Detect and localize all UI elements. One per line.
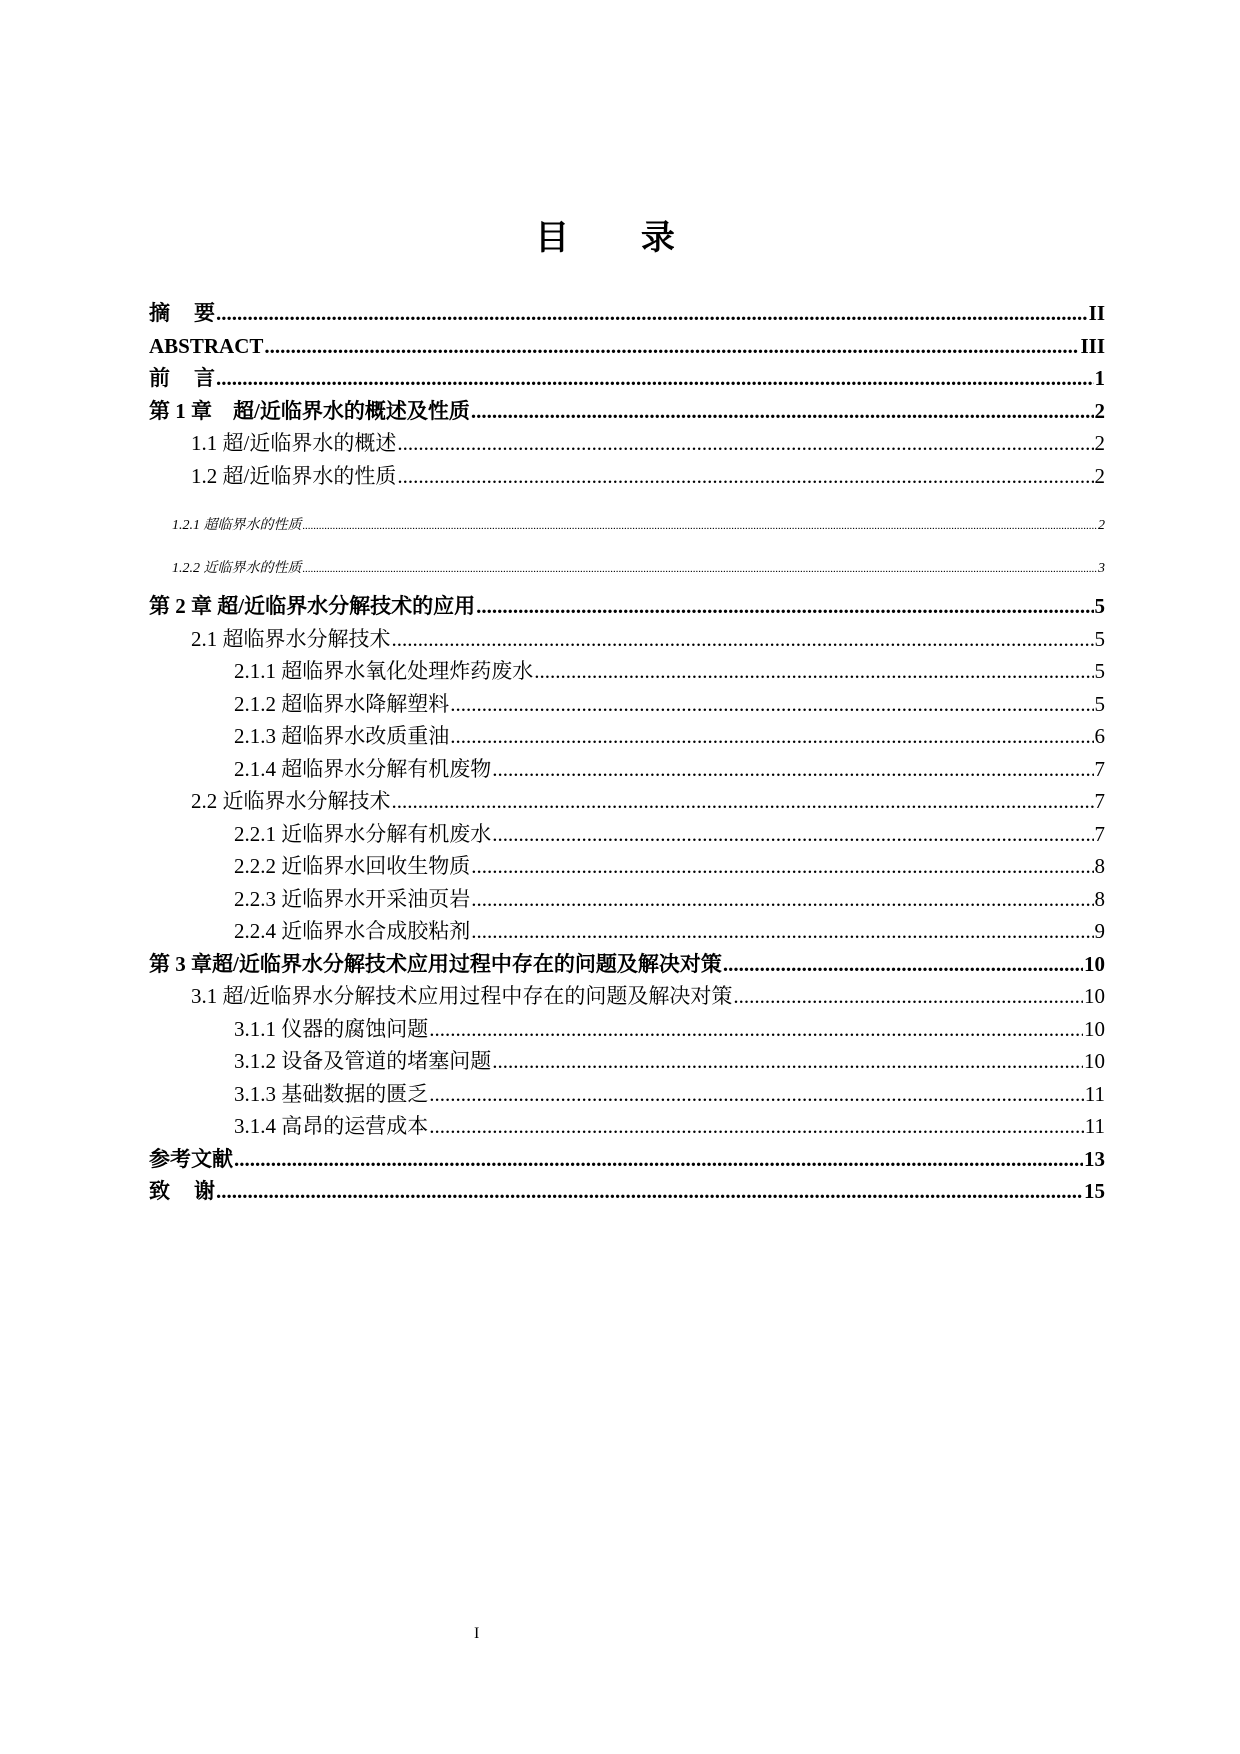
dot-leader bbox=[471, 915, 1093, 948]
toc-entry-page: 7 bbox=[1094, 756, 1105, 781]
toc-entry[interactable] bbox=[149, 948, 1105, 981]
dot-leader bbox=[450, 720, 1093, 753]
toc-entry-label: 1.2.2 近临界水的性质 bbox=[172, 561, 302, 576]
dot-leader bbox=[450, 688, 1093, 721]
toc-entry[interactable] bbox=[149, 623, 1105, 656]
toc-entry[interactable] bbox=[149, 547, 1105, 590]
toc-entry-page: 5 bbox=[1094, 691, 1105, 716]
dot-leader bbox=[392, 623, 1094, 656]
toc-entry[interactable] bbox=[149, 395, 1105, 428]
toc-entry-label: 2.1 超临界水分解技术 bbox=[191, 626, 391, 651]
toc-entry-page: 8 bbox=[1094, 886, 1105, 911]
toc-entry[interactable] bbox=[149, 330, 1105, 363]
toc-entry-page: 10 bbox=[1084, 951, 1105, 976]
dot-leader bbox=[397, 460, 1093, 493]
toc-entry[interactable] bbox=[149, 785, 1105, 818]
toc-entry[interactable] bbox=[149, 297, 1105, 330]
toc-entry-label: 第 1 章 超/近临界水的概述及性质 bbox=[149, 398, 470, 423]
toc-entry-label: 2.2.4 近临界水合成胶粘剂 bbox=[234, 919, 471, 943]
toc-entry-label: ABSTRACT bbox=[149, 333, 264, 358]
toc-entry[interactable] bbox=[149, 980, 1105, 1013]
toc-entry[interactable] bbox=[149, 460, 1105, 493]
toc-entry-page: 5 bbox=[1094, 594, 1105, 618]
toc-entry[interactable] bbox=[149, 688, 1105, 721]
toc-entry-label: 前言 bbox=[149, 366, 239, 390]
toc-entry[interactable] bbox=[149, 915, 1105, 948]
table-of-contents bbox=[149, 297, 1105, 1208]
toc-entry-label: 2.2.2 近临界水回收生物质 bbox=[234, 854, 471, 878]
toc-entry-label: 2.1.4 超临界水分解有机废物 bbox=[234, 756, 492, 781]
dot-leader bbox=[723, 948, 1083, 981]
toc-entry-label: 第 2 章 超/近临界水分解技术的应用 bbox=[149, 594, 476, 618]
page-number: I bbox=[474, 1625, 480, 1642]
dot-leader bbox=[303, 547, 1098, 591]
toc-entry-label: 参考文献 bbox=[149, 1146, 233, 1171]
dot-leader bbox=[216, 362, 1094, 395]
toc-entry[interactable] bbox=[149, 818, 1105, 851]
toc-entry[interactable] bbox=[149, 1013, 1105, 1046]
dot-leader bbox=[471, 395, 1094, 428]
toc-entry-label: 致谢 bbox=[149, 1179, 239, 1203]
dot-leader bbox=[492, 1045, 1083, 1078]
toc-entry-label: 摘要 bbox=[149, 301, 239, 325]
toc-entry[interactable] bbox=[149, 1078, 1105, 1111]
toc-entry-page: 10 bbox=[1084, 1016, 1105, 1041]
toc-entry-page: III bbox=[1080, 333, 1105, 358]
toc-entry-label: 3.1.2 设备及管道的堵塞问题 bbox=[234, 1049, 492, 1073]
toc-entry-page: 7 bbox=[1094, 821, 1105, 846]
toc-entry-page: 6 bbox=[1094, 724, 1105, 748]
toc-entry[interactable] bbox=[149, 1110, 1105, 1143]
toc-entry[interactable] bbox=[149, 883, 1105, 916]
toc-entry[interactable] bbox=[149, 1175, 1105, 1208]
toc-entry-label: 2.1.3 超临界水改质重油 bbox=[234, 724, 450, 748]
dot-leader bbox=[492, 753, 1093, 786]
toc-entry-page: 2 bbox=[1094, 463, 1105, 488]
dot-leader bbox=[264, 330, 1079, 363]
dot-leader bbox=[476, 590, 1093, 623]
toc-entry-page: 8 bbox=[1094, 854, 1105, 878]
dot-leader bbox=[392, 785, 1094, 818]
toc-entry-page: 11 bbox=[1084, 1114, 1105, 1138]
dot-leader bbox=[397, 427, 1093, 460]
dot-leader bbox=[216, 297, 1088, 330]
toc-entry-page: 7 bbox=[1094, 789, 1105, 813]
toc-entry-label: 2.1.2 超临界水降解塑料 bbox=[234, 691, 450, 716]
toc-entry-label: 3.1.4 高昂的运营成本 bbox=[234, 1114, 429, 1138]
toc-entry-page: 2 bbox=[1094, 398, 1105, 423]
toc-entry-page: 13 bbox=[1084, 1146, 1105, 1171]
toc-entry-page: 10 bbox=[1084, 984, 1105, 1008]
toc-entry[interactable] bbox=[149, 1045, 1105, 1078]
toc-entry[interactable] bbox=[149, 720, 1105, 753]
toc-entry-label: 2.2 近临界水分解技术 bbox=[191, 789, 391, 813]
toc-entry[interactable] bbox=[149, 427, 1105, 460]
toc-entry-label: 2.2.1 近临界水分解有机废水 bbox=[234, 821, 492, 846]
toc-entry[interactable] bbox=[149, 850, 1105, 883]
toc-entry[interactable] bbox=[149, 753, 1105, 786]
dot-leader bbox=[429, 1078, 1084, 1111]
toc-entry-label: 第 3 章超/近临界水分解技术应用过程中存在的问题及解决对策 bbox=[149, 951, 722, 976]
toc-entry-label: 3.1 超/近临界水分解技术应用过程中存在的问题及解决对策 bbox=[191, 984, 733, 1008]
toc-entry-label: 1.2 超/近临界水的性质 bbox=[191, 463, 397, 488]
dot-leader bbox=[216, 1175, 1083, 1208]
toc-entry-label: 1.2.1 超临界水的性质 bbox=[172, 518, 302, 533]
dot-leader bbox=[429, 1110, 1084, 1143]
dot-leader bbox=[733, 980, 1083, 1013]
toc-entry-page: 1 bbox=[1094, 366, 1105, 390]
toc-entry-page: 5 bbox=[1094, 659, 1105, 683]
page-title: 目 录 bbox=[535, 218, 705, 258]
dot-leader bbox=[429, 1013, 1083, 1046]
dot-leader bbox=[234, 1143, 1083, 1176]
toc-entry-label: 3.1.3 基础数据的匮乏 bbox=[234, 1081, 429, 1106]
toc-entry[interactable] bbox=[149, 1143, 1105, 1176]
toc-entry-page: II bbox=[1088, 301, 1105, 325]
toc-entry[interactable] bbox=[149, 362, 1105, 395]
toc-entry-page: 11 bbox=[1084, 1081, 1105, 1106]
toc-entry-page: 2 bbox=[1094, 431, 1105, 455]
toc-entry-page: 5 bbox=[1094, 626, 1105, 651]
toc-entry-page: 10 bbox=[1084, 1049, 1105, 1073]
dot-leader bbox=[471, 850, 1093, 883]
toc-entry-page: 15 bbox=[1084, 1179, 1105, 1203]
dot-leader bbox=[534, 655, 1093, 688]
toc-entry-page: 2 bbox=[1098, 518, 1105, 533]
toc-entry-page: 9 bbox=[1094, 919, 1105, 943]
toc-entry[interactable] bbox=[149, 655, 1105, 688]
toc-entry-page: 3 bbox=[1098, 561, 1105, 576]
dot-leader bbox=[303, 504, 1098, 548]
toc-entry-label: 3.1.1 仪器的腐蚀问题 bbox=[234, 1016, 429, 1041]
toc-entry-label: 2.2.3 近临界水开采油页岩 bbox=[234, 886, 471, 911]
toc-entry[interactable] bbox=[149, 590, 1105, 623]
toc-entry-label: 1.1 超/近临界水的概述 bbox=[191, 431, 397, 455]
toc-entry[interactable] bbox=[149, 504, 1105, 547]
dot-leader bbox=[471, 883, 1093, 916]
toc-entry-label: 2.1.1 超临界水氧化处理炸药废水 bbox=[234, 659, 534, 683]
dot-leader bbox=[492, 818, 1093, 851]
